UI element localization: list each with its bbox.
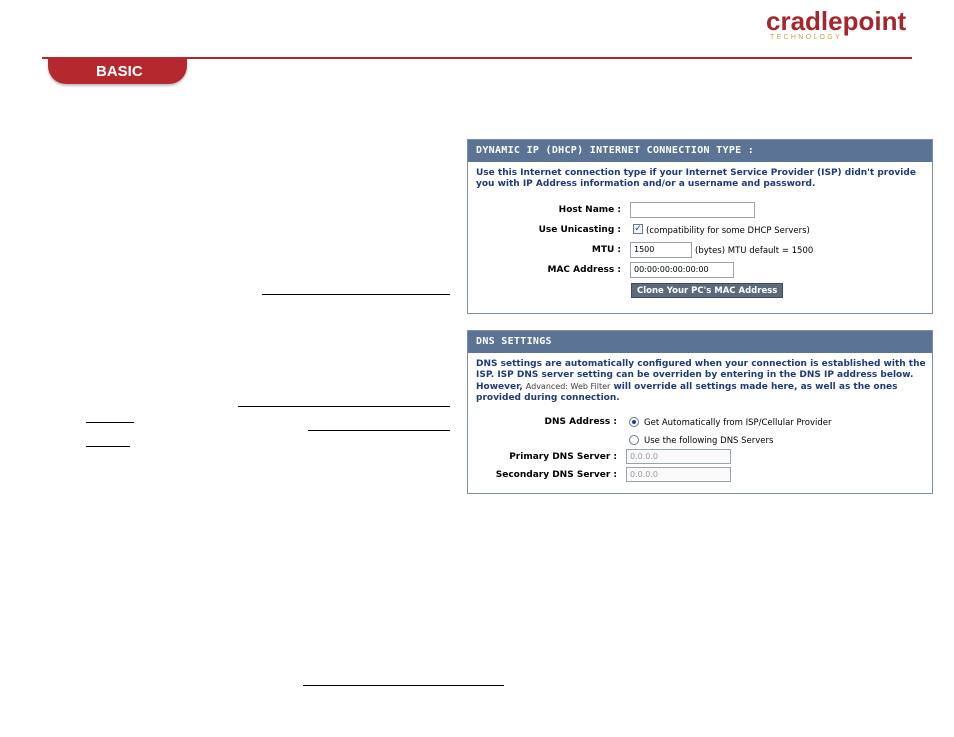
dhcp-description: Use this Internet connection type if your Internet Service Provider (ISP) didn't provide you with IP Address information and/or a username and password. bbox=[476, 168, 916, 189]
cradlepoint-logo bbox=[766, 6, 916, 46]
secondary-dns-input[interactable]: 0.0.0.0 bbox=[626, 467, 731, 482]
unicasting-label: Use Unicasting : bbox=[538, 225, 621, 235]
primary-dns-label: Primary DNS Server : bbox=[509, 452, 617, 462]
link-underline[interactable] bbox=[86, 422, 134, 423]
link-underline[interactable] bbox=[238, 406, 450, 407]
mac-address-label: MAC Address : bbox=[547, 265, 621, 275]
dns-description-part1: DNS settings are automatically configured when your connection is established with the ISP. ISP DNS server setting can be overriden by entering in the DNS IP address below. However, bbox=[476, 359, 926, 392]
dns-auto-option: Get Automatically from ISP/Cellular Provider bbox=[644, 418, 832, 428]
mtu-note: (bytes) MTU default = 1500 bbox=[695, 246, 814, 256]
dns-auto-radio[interactable] bbox=[629, 417, 639, 427]
unicasting-checkbox[interactable]: ✓ bbox=[634, 224, 642, 234]
mac-address-input[interactable]: 00:00:00:00:00:00 bbox=[630, 262, 734, 278]
clone-mac-button[interactable]: Clone Your PC's MAC Address bbox=[631, 283, 783, 298]
link-underline[interactable] bbox=[86, 446, 130, 447]
dns-manual-radio[interactable] bbox=[629, 435, 639, 445]
mtu-label: MTU : bbox=[591, 245, 621, 255]
link-underline[interactable] bbox=[303, 685, 504, 686]
link-underline[interactable] bbox=[308, 430, 450, 431]
dns-address-label: DNS Address : bbox=[544, 417, 617, 427]
brand-name: cradlepoint bbox=[766, 6, 907, 36]
link-underline[interactable] bbox=[262, 294, 450, 295]
dns-description-part2: will override all settings made here, as well as the ones provided during connection. bbox=[476, 382, 898, 403]
primary-dns-input[interactable]: 0.0.0.0 bbox=[626, 449, 731, 464]
unicasting-note: (compatibility for some DHCP Servers) bbox=[646, 226, 810, 236]
dns-manual-option: Use the following DNS Servers bbox=[644, 436, 774, 446]
dns-panel bbox=[467, 330, 933, 494]
mtu-input[interactable]: 1500 bbox=[630, 242, 692, 258]
dns-panel-title: DNS SETTINGS bbox=[468, 331, 932, 353]
dns-description bbox=[468, 353, 932, 404]
dhcp-panel-title: DYNAMIC IP (DHCP) INTERNET CONNECTION TYPE : bbox=[468, 140, 932, 162]
brand-tagline: TECHNOLOGY bbox=[770, 34, 843, 41]
host-name-label: Host Name : bbox=[558, 205, 621, 215]
secondary-dns-label: Secondary DNS Server : bbox=[495, 470, 617, 480]
section-tab-label: BASIC bbox=[96, 63, 143, 80]
dhcp-panel bbox=[467, 139, 933, 314]
section-tab-basic bbox=[48, 57, 187, 84]
advanced-web-filter-link[interactable]: Advanced: Web Filter bbox=[525, 382, 611, 391]
host-name-input[interactable] bbox=[630, 202, 755, 218]
